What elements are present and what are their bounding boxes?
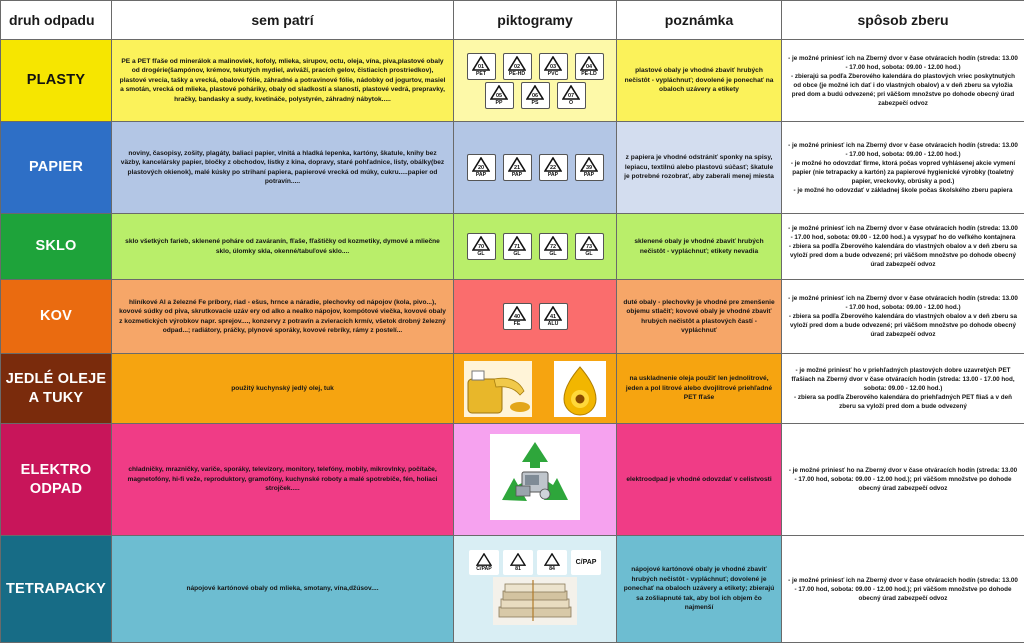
svg-text:05: 05 [496,93,502,99]
recycle-symbol-icon: 04 PE-LD [575,53,604,80]
recycle-symbol-icon: 81 [503,550,533,575]
collection-line: - je možné priniesť ho v priehľadných plastových dobre uzavretých PET fľašiach na Zberný dvor v čase otváracích hodín (streda: 13.00 - 17.00 hod, sobota: 09.00 - 12.00 hod.) [787,366,1019,393]
recycle-symbol-icon: 70 GL [467,233,496,260]
note-text: na uskladnenie oleja použiť len jednolitrové, jeden a pol litrové alebo dvojlitrové priehľadné PET fľaše [617,354,782,424]
collection-cell [782,122,1024,214]
category-cell: TETRAPACKY [1,536,112,643]
collection-cell [782,536,1024,643]
collection-line: - je možné priniesť ich na Zberný dvor v čase otváracích hodín (streda: 13.00 - 17.00 hod, sobota: 09.00 - 12.00 hod.) [787,141,1019,159]
collection-line: - je možné ho odovzdať v základnej škole počas školského zberu papiera [787,186,1019,195]
collection-line: - je možné priniesť ho na Zberný dvor v čase otváracích hodín (streda: 13.00 - 17.00 hod, sobota: 09.00 - 12.00 hod.); pri väčšom množstve po dohode obecný úrad zabezpečí odvoz [787,466,1019,493]
category-cell: PLASTY [1,40,112,122]
category-cell: SKLO [1,214,112,280]
category-cell: ELEKTRO ODPAD [1,424,112,536]
svg-text:73: 73 [586,244,592,250]
pictograms-cell [454,122,617,214]
note-text: elektroodpad je vhodné odovzdať v celistvosti [617,424,782,536]
pictograms-cell [454,214,617,280]
collection-cell [782,280,1024,354]
pictograms-cell [454,424,617,536]
header-what-belongs: sem patrí [112,1,454,40]
sunflower-oil-icon [554,361,606,417]
flattened-cartons-image [493,577,577,625]
category-cell: JEDLÉ OLEJE A TUKY [1,354,112,424]
items-text: hliníkové Al a železné Fe príbory, riad - ešus, hrnce a náradie, plechovky od nápojov (kola, pivo...), kovové súdky od piva, skrutkovacie uzáv ery od alko a nealko nápojov, kompótové viečka, kovové obaly z kozmetických výrobkov napr. sprejov...., konzervy z potravín a zvieracích krmív, všetok drobný železný odpad...; radiátory, práčky, plynové sporáky, kovové rebríky, rámy z postelí... [112,280,454,354]
row-sklo [1,214,1024,280]
svg-text:70: 70 [478,244,484,250]
collection-line: - je možné ho odovzdať firme, ktorá počas vopred vyhlásenej akcie vymení papier (nie tetrapacky a kartón) za papierové hygienické výrobky (toaletný papier, vreckovky, obrúsky a pod.) [787,159,1019,186]
row-tetrapacky [1,536,1024,643]
collection-line: - zbiera sa podľa Zberového kalendára do priehľadných PET fliaš a v deň zberu sa vyloží pred dom a bude odvezený [787,393,1019,411]
header-note: poznámka [617,1,782,40]
recycle-symbol-icon: 03 PVC [539,53,568,80]
recycle-symbol-icon: 73 GL [575,233,604,260]
collection-cell [782,214,1024,280]
svg-text:06: 06 [532,93,538,99]
recycle-symbol-icon: 39 PAP [575,154,604,181]
items-text: použitý kuchynský jedlý olej, tuk [112,354,454,424]
row-oleje [1,354,1024,424]
items-text: noviny, časopisy, zošity, plagáty, baliaci papier, vlnitá a hladká lepenka, kartóny, škatule, knihy bez väzby, kancelársky papier, bločky z obchodov, lístky z kina, dopravy, staré pohľadnice, listy, obálky(bez plastových okienok), malé kúsky po strihaní papiera, papierové vrecká od múky, cukru.....papier od potravín..... [112,122,454,214]
svg-text:40: 40 [514,314,520,320]
pictograms-cell [454,536,617,643]
svg-text:41: 41 [550,314,556,320]
recycle-symbol-icon: 84 [537,550,567,575]
note-text: plastové obaly je vhodné zbaviť hrubých nečistôt - vypláchnuť; dovolené je ponechať na obaloch uzávery a etikety [617,40,782,122]
svg-text:22: 22 [550,165,556,171]
recycle-symbol-icon: 22 PAP [539,154,568,181]
row-elektro [1,424,1024,536]
recycle-symbol-icon: 71 GL [503,233,532,260]
note-text: z papiera je vhodné odstrániť sponky na spisy, lepiacu, textilnú alebo plastovú súčasť; škatule je potrebné rozobrať, aby zaberali menej miesta [617,122,782,214]
row-papier [1,122,1024,214]
header-row [1,1,1024,40]
electronics-recycling-icon [490,434,580,520]
svg-text:07: 07 [568,93,574,99]
svg-text:71: 71 [514,244,520,250]
pictograms-cell [454,280,617,354]
recycle-symbol-icon: 01 PET [467,53,496,80]
recycle-symbol-icon: 06 PS [521,82,550,109]
recycle-symbol-icon: 41 ALU [539,303,568,330]
svg-text:01: 01 [478,64,484,70]
collection-line: - zbiera sa podľa Zberového kalendára do vlastných obalov a v deň zberu sa vyloží pred dom a bude odvezené; pri väčšom množstve po dohode obecný úrad zabezpečí odvoz [787,312,1019,339]
recycle-symbol-icon: 05 PP [485,82,514,109]
svg-text:03: 03 [550,64,556,70]
category-cell: PAPIER [1,122,112,214]
svg-text:04: 04 [586,64,593,70]
items-text: nápojové kartónové obaly od mlieka, smotany, vína,džúsov.... [112,536,454,643]
recycle-symbol-icon: 40 FE [503,303,532,330]
svg-text:21: 21 [514,165,520,171]
collection-cell [782,354,1024,424]
recycle-symbol-icon: C/PAP [469,550,499,575]
svg-text:02: 02 [514,64,520,70]
items-text: chladničky, mrazničky, variče, sporáky, televízory, monitory, telefóny, mobily, mikrovlnky, počítače, magnetofóny, hi-fi veže, reproduktory, gramofóny, kuchynské roboty a malé spotrebiče, fén, holiaci strojček..... [112,424,454,536]
recycle-symbol-icon: 20 PAP [467,154,496,181]
collection-line: - zbierajú sa podľa Zberového kalendára do plastových vriec poskytnutých od obce (je možné ich dať i do vlastných obalov) a v deň zberu sa vyložia pred dom a budú odvezené; pri väčšom množstve po dohode obecný úrad zabezpečí odvoz [787,72,1019,108]
collection-line: - je možné priniesť ich na Zberný dvor v čase otváracích hodín (streda: 13.00 - 17.00 hod, sobota: 09.00 - 12.00 hod.) a vysypať ho do veľkého kontajnera [787,224,1019,242]
collection-line: - je možné priniesť ich na Zberný dvor v čase otváracích hodín (streda: 13.00 - 17.00 hod, sobota: 09.00 - 12.00 hod.); pri väčšom množstve po dohode obecný úrad zabezpečí odvoz [787,576,1019,603]
recycle-symbol-icon: 07 O [557,82,586,109]
collection-line: - je možné priniesť ich na Zberný dvor v čase otváracích hodín (streda: 13.00 - 17.00 hod, sobota: 09.00 - 12.00 hod.) [787,294,1019,312]
oil-bottle-image [464,361,532,417]
note-text: sklenené obaly je vhodné zbaviť hrubých nečistôt - vypláchnuť; etikety nevadia [617,214,782,280]
svg-text:39: 39 [586,165,592,171]
svg-text:72: 72 [550,244,556,250]
header-pictograms: piktogramy [454,1,617,40]
items-text: sklo všetkých farieb, sklenené poháre od zaváranín, fľaše, fľaštičky od kozmetiky, dymové a mliečne sklo, úlomky skla, okenné/tabuľové sklo.... [112,214,454,280]
collection-cell [782,424,1024,536]
collection-line: - je možné priniesť ich na Zberný dvor v čase otváracích hodín (streda: 13.00 - 17.00 hod, sobota: 09.00 - 12.00 hod.) [787,54,1019,72]
note-text: duté obaly - plechovky je vhodné pre zmenšenie objemu stlačiť; kovové obaly je vhodné zbaviť hrubých nečistôt a plastových častí - vypláchnuť [617,280,782,354]
category-cell: KOV [1,280,112,354]
pictograms-cell [454,354,617,424]
row-kov [1,280,1024,354]
recycle-symbol-icon: 02 PE-HD [503,53,532,80]
header-waste-type: druh odpadu [1,1,112,40]
row-plasty [1,40,1024,122]
recycle-symbol-icon: C/PAP [571,550,601,575]
note-text: nápojové kartónové obaly je vhodné zbaviť hrubých nečistôt - vypláchnuť; dovolené je ponechať na obaloch uzávery a etikety; zbierajú sa zošliapnuté tak, aby bol ich objem čo najmenší [617,536,782,643]
header-collection-method: spôsob zberu [782,1,1024,40]
pictograms-cell [454,40,617,122]
recycle-symbol-icon: 21 PAP [503,154,532,181]
svg-text:20: 20 [478,165,484,171]
recycle-symbol-icon: 72 GL [539,233,568,260]
collection-cell [782,40,1024,122]
collection-line: - zbiera sa podľa Zberového kalendára do vlastných obalov a v deň zberu sa vyloží pred dom a bude odvezené; pri väčšom množstve po dohode obecný úrad zabezpečí odvoz [787,242,1019,269]
items-text: PE a PET fľaše od minerálok a malinoviek, kofoly, mlieka, sirupov, octu, oleja, vína, piva,plastové obaly od drogérie(šampónov, krémov, tekutých mydiel, aviváží, pracích gelov, čistiacich prostriedkov), plastové vrecia, tašky a vrecká, obalové fólie, záhradné a potravinové fólie, nádobky od jogurtov, masiel a smotán, vrecká od mlieka, plastové poháriky, obaly od sladkostí a slanosti, plastové vedrá, prepravky, hračky, bandasky a sudy, kvetináče, polystyrén, záhradný nábytok..... [112,40,454,122]
